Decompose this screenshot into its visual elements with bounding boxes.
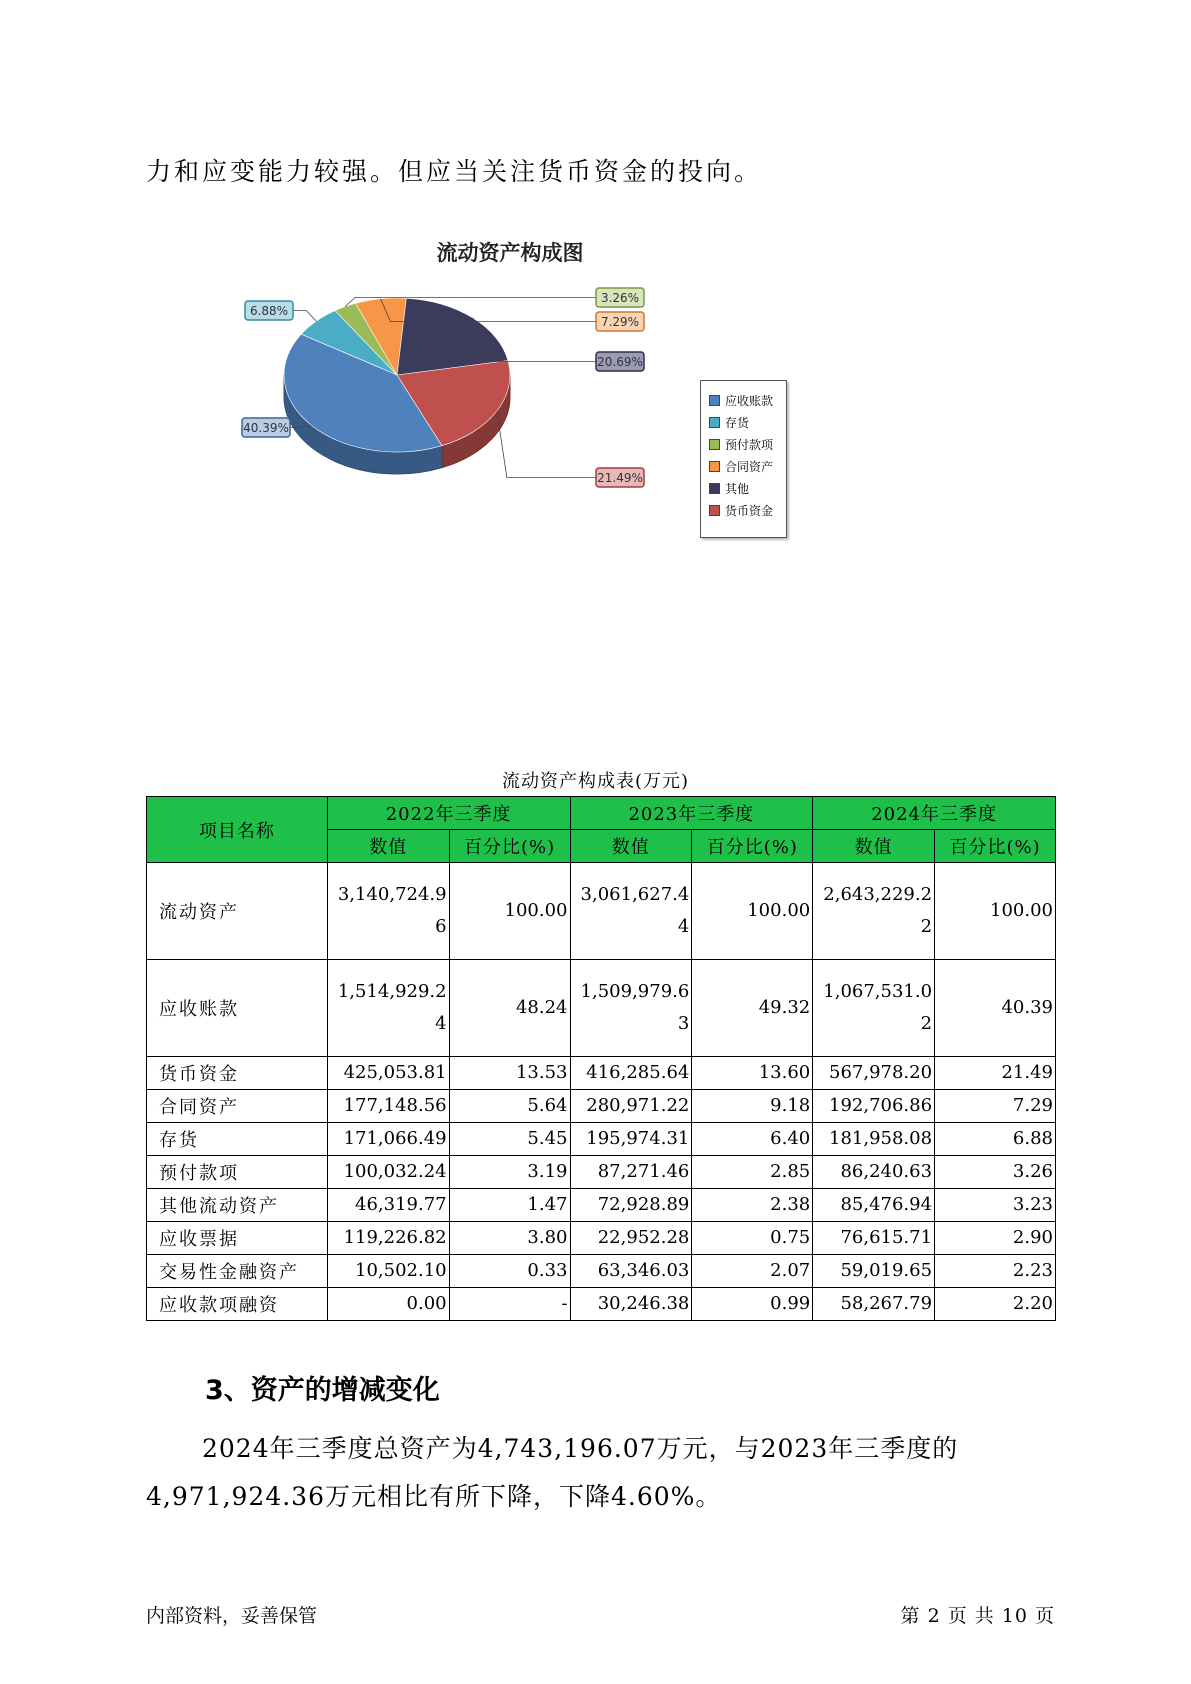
data-label: 3.26% bbox=[600, 291, 640, 305]
value-cell: 85,476.94 bbox=[813, 1189, 935, 1222]
data-label: 6.88% bbox=[249, 304, 289, 318]
legend-label: 货币资金 bbox=[725, 503, 774, 518]
percent-cell: 0.75 bbox=[692, 1222, 813, 1255]
legend-item bbox=[701, 455, 786, 477]
legend-swatch bbox=[709, 461, 720, 472]
table-row bbox=[147, 1189, 1056, 1222]
pie-svg bbox=[200, 225, 700, 555]
section-heading: 3、资产的增减变化 bbox=[205, 1375, 440, 1406]
percent-cell: 13.60 bbox=[692, 1057, 813, 1090]
percent-cell: 5.64 bbox=[449, 1090, 570, 1123]
percent-cell: - bbox=[449, 1288, 570, 1321]
percent-cell: 9.18 bbox=[692, 1090, 813, 1123]
percent-cell: 100.00 bbox=[935, 863, 1056, 960]
chart-title: 流动资产构成图 bbox=[436, 241, 584, 265]
data-label: 7.29% bbox=[600, 315, 640, 329]
value-cell: 58,267.79 bbox=[813, 1288, 935, 1321]
percent-cell: 2.90 bbox=[935, 1222, 1056, 1255]
pie-chart bbox=[200, 225, 820, 555]
header-period: 2022年三季度 bbox=[327, 797, 570, 830]
row-label: 交易性金融资产 bbox=[147, 1255, 328, 1288]
value-cell: 63,346.03 bbox=[570, 1255, 692, 1288]
legend-item bbox=[701, 499, 786, 521]
value-cell: 181,958.08 bbox=[813, 1123, 935, 1156]
percent-cell: 5.45 bbox=[449, 1123, 570, 1156]
table-row bbox=[147, 1123, 1056, 1156]
table-row bbox=[147, 1156, 1056, 1189]
current-assets-table bbox=[146, 796, 1056, 1321]
percent-cell: 6.88 bbox=[935, 1123, 1056, 1156]
percent-cell: 3.19 bbox=[449, 1156, 570, 1189]
chart-legend bbox=[700, 380, 787, 538]
data-label: 21.49% bbox=[597, 471, 643, 485]
value-cell: 100,032.24 bbox=[327, 1156, 449, 1189]
value-cell: 567,978.20 bbox=[813, 1057, 935, 1090]
page-number: 第 2 页 共 10 页 bbox=[900, 1605, 1055, 1627]
value-cell: 195,974.31 bbox=[570, 1123, 692, 1156]
percent-cell: 49.32 bbox=[692, 960, 813, 1057]
percent-cell: 100.00 bbox=[692, 863, 813, 960]
value-cell: 416,285.64 bbox=[570, 1057, 692, 1090]
bottom-paragraph: 2024年三季度总资产为4,743,196.07万元，与2023年三季度的4,971,924.36万元相比有所下降，下降4.60%。 bbox=[146, 1434, 959, 1511]
legend-label: 存货 bbox=[725, 415, 750, 430]
percent-cell: 6.40 bbox=[692, 1123, 813, 1156]
percent-cell: 7.29 bbox=[935, 1090, 1056, 1123]
value-cell: 280,971.22 bbox=[570, 1090, 692, 1123]
value-cell: 10,502.10 bbox=[327, 1255, 449, 1288]
value-cell: 2,643,229.22 bbox=[813, 863, 935, 960]
value-cell: 87,271.46 bbox=[570, 1156, 692, 1189]
percent-cell: 0.33 bbox=[449, 1255, 570, 1288]
footer-left: 内部资料，妥善保管 bbox=[146, 1605, 318, 1627]
row-label: 流动资产 bbox=[147, 863, 328, 960]
percent-cell: 2.23 bbox=[935, 1255, 1056, 1288]
table-row bbox=[147, 1057, 1056, 1090]
percent-cell: 40.39 bbox=[935, 960, 1056, 1057]
row-label: 合同资产 bbox=[147, 1090, 328, 1123]
value-cell: 76,615.71 bbox=[813, 1222, 935, 1255]
percent-cell: 1.47 bbox=[449, 1189, 570, 1222]
table-row bbox=[147, 1255, 1056, 1288]
header-value: 数值 bbox=[813, 830, 935, 863]
header-period: 2024年三季度 bbox=[813, 797, 1056, 830]
percent-cell: 48.24 bbox=[449, 960, 570, 1057]
row-label: 应收票据 bbox=[147, 1222, 328, 1255]
leader-line bbox=[497, 411, 596, 477]
percent-cell: 2.85 bbox=[692, 1156, 813, 1189]
header-item-name: 项目名称 bbox=[147, 797, 328, 863]
value-cell: 177,148.56 bbox=[327, 1090, 449, 1123]
value-cell: 425,053.81 bbox=[327, 1057, 449, 1090]
header-value: 数值 bbox=[570, 830, 692, 863]
percent-cell: 13.53 bbox=[449, 1057, 570, 1090]
legend-swatch bbox=[709, 417, 720, 428]
row-label: 存货 bbox=[147, 1123, 328, 1156]
legend-label: 应收账款 bbox=[725, 393, 774, 408]
percent-cell: 2.07 bbox=[692, 1255, 813, 1288]
leader-line bbox=[293, 311, 316, 322]
header-value: 数值 bbox=[327, 830, 449, 863]
data-label: 40.39% bbox=[243, 421, 289, 435]
legend-item bbox=[701, 389, 786, 411]
top-paragraph: 力和应变能力较强。但应当关注货币资金的投向。 bbox=[146, 157, 763, 186]
row-label: 应收账款 bbox=[147, 960, 328, 1057]
legend-label: 其他 bbox=[725, 481, 750, 496]
value-cell: 0.00 bbox=[327, 1288, 449, 1321]
legend-item bbox=[701, 433, 786, 455]
legend-swatch bbox=[709, 439, 720, 450]
table-row bbox=[147, 1222, 1056, 1255]
legend-label: 预付款项 bbox=[725, 437, 774, 452]
percent-cell: 3.26 bbox=[935, 1156, 1056, 1189]
value-cell: 1,509,979.63 bbox=[570, 960, 692, 1057]
percent-cell: 3.80 bbox=[449, 1222, 570, 1255]
value-cell: 119,226.82 bbox=[327, 1222, 449, 1255]
value-cell: 86,240.63 bbox=[813, 1156, 935, 1189]
header-percent: 百分比(%) bbox=[692, 830, 813, 863]
row-label: 预付款项 bbox=[147, 1156, 328, 1189]
table-row bbox=[147, 960, 1056, 1057]
header-period: 2023年三季度 bbox=[570, 797, 813, 830]
row-label: 其他流动资产 bbox=[147, 1189, 328, 1222]
percent-cell: 2.20 bbox=[935, 1288, 1056, 1321]
value-cell: 3,140,724.96 bbox=[327, 863, 449, 960]
value-cell: 1,067,531.02 bbox=[813, 960, 935, 1057]
legend-label: 合同资产 bbox=[725, 459, 774, 474]
value-cell: 22,952.28 bbox=[570, 1222, 692, 1255]
legend-swatch bbox=[709, 483, 720, 494]
percent-cell: 3.23 bbox=[935, 1189, 1056, 1222]
value-cell: 46,319.77 bbox=[327, 1189, 449, 1222]
legend-item bbox=[701, 477, 786, 499]
value-cell: 3,061,627.44 bbox=[570, 863, 692, 960]
table-caption: 流动资产构成表(万元) bbox=[501, 771, 690, 792]
value-cell: 1,514,929.24 bbox=[327, 960, 449, 1057]
value-cell: 192,706.86 bbox=[813, 1090, 935, 1123]
row-label: 应收款项融资 bbox=[147, 1288, 328, 1321]
percent-cell: 0.99 bbox=[692, 1288, 813, 1321]
header-percent: 百分比(%) bbox=[449, 830, 570, 863]
table-row bbox=[147, 1090, 1056, 1123]
row-label: 货币资金 bbox=[147, 1057, 328, 1090]
percent-cell: 2.38 bbox=[692, 1189, 813, 1222]
legend-swatch bbox=[709, 395, 720, 406]
percent-cell: 100.00 bbox=[449, 863, 570, 960]
value-cell: 72,928.89 bbox=[570, 1189, 692, 1222]
table-row bbox=[147, 863, 1056, 960]
value-cell: 59,019.65 bbox=[813, 1255, 935, 1288]
value-cell: 30,246.38 bbox=[570, 1288, 692, 1321]
header-percent: 百分比(%) bbox=[935, 830, 1056, 863]
value-cell: 171,066.49 bbox=[327, 1123, 449, 1156]
legend-swatch bbox=[709, 505, 720, 516]
data-label: 20.69% bbox=[597, 355, 643, 369]
table-row bbox=[147, 1288, 1056, 1321]
legend-item bbox=[701, 411, 786, 433]
percent-cell: 21.49 bbox=[935, 1057, 1056, 1090]
